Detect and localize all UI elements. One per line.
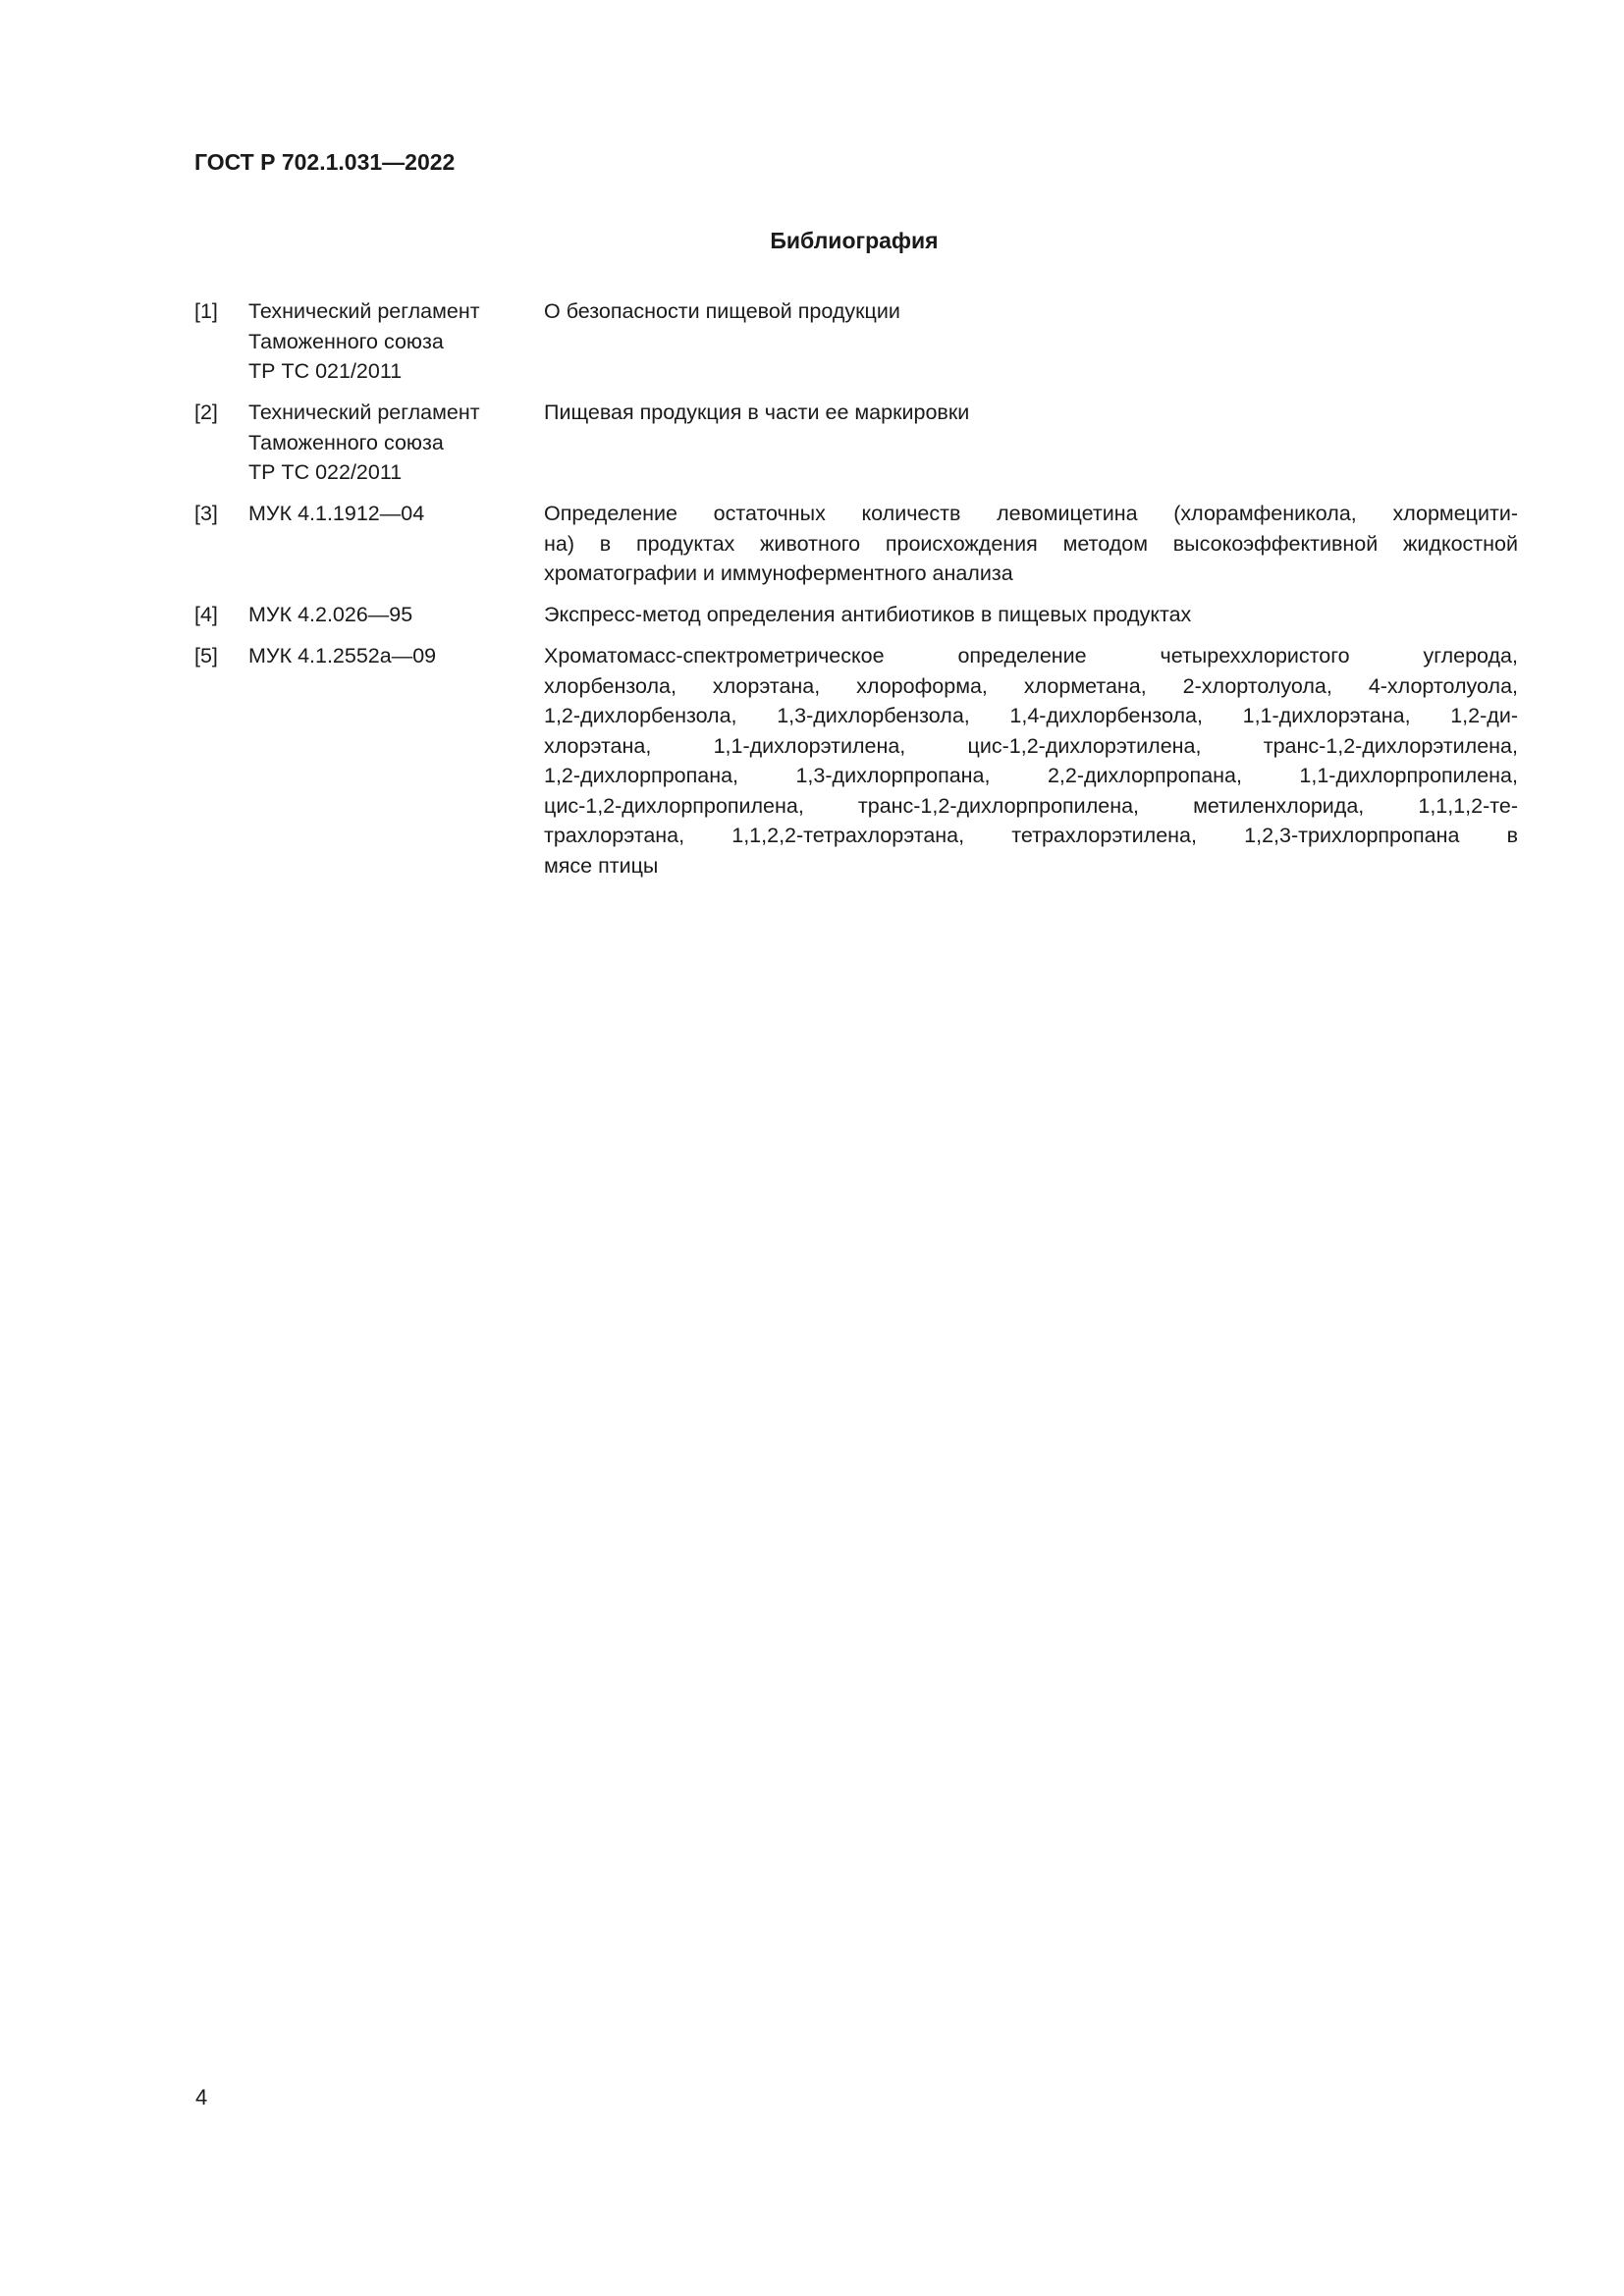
bibliography-entry <box>194 600 1518 630</box>
source-line: Технический регламент <box>248 400 480 424</box>
source-line: МУК 4.1.2552а—09 <box>248 644 437 667</box>
entry-source <box>248 641 544 881</box>
entry-source <box>248 296 544 387</box>
description-line: О безопасности пищевой продукции <box>544 299 900 323</box>
entry-description <box>544 600 1518 630</box>
description-line: Экспресс-метод определения антибиотиков в пищевых продуктах <box>544 603 1192 626</box>
entry-number: [4] <box>194 603 218 626</box>
description-line: Пищевая продукция в части ее маркировки <box>544 400 970 424</box>
entry-source <box>248 499 544 589</box>
description-line: 1,2-дихлорпропана, 1,3-дихлорпропана, 2,2-дихлорпропана, 1,1-дихлорпропилена, <box>544 764 1518 787</box>
entry-number: [2] <box>194 400 218 424</box>
entry-description <box>544 296 1518 387</box>
entry-number: [1] <box>194 299 218 323</box>
page-number: 4 <box>195 2085 208 2109</box>
entry-source <box>248 398 544 488</box>
bibliography-list <box>194 296 1518 892</box>
description-line: Хроматомасс-спектрометрическое определение четыреххлористого углерода, <box>544 644 1518 667</box>
entry-source <box>248 600 544 630</box>
description-line: хлорбензола, хлорэтана, хлороформа, хлорметана, 2-хлортолуола, 4-хлортолуола, <box>544 673 1518 698</box>
source-line: ТР ТС 022/2011 <box>248 460 403 484</box>
description-line: 1,2-дихлорбензола, 1,3-дихлорбензола, 1,4-дихлорбензола, 1,1-дихлорэтана, 1,2-ди- <box>544 704 1518 727</box>
section-title: Библиография <box>770 228 939 253</box>
bibliography-entry <box>194 641 1518 881</box>
description-line: мясе птицы <box>544 853 659 878</box>
description-line: трахлорэтана, 1,1,2,2-тетрахлорэтана, тетрахлорэтилена, 1,2,3-трихлорпропана в <box>544 824 1518 847</box>
description-line: на) в продуктах животного происхождения методом высокоэффективной жидкостной <box>544 531 1518 556</box>
entry-description <box>544 641 1518 881</box>
description-line: цис-1,2-дихлорпропилена, транс-1,2-дихлорпропилена, метиленхлорида, 1,1,1,2-те- <box>544 793 1518 818</box>
source-line: Таможенного союза <box>248 329 444 353</box>
source-line: Технический регламент <box>248 299 480 323</box>
bibliography-entry <box>194 296 1518 387</box>
description-line: хроматографии и иммуноферментного анализа <box>544 561 1013 585</box>
bibliography-entry <box>194 398 1518 488</box>
source-line: МУК 4.2.026—95 <box>248 603 413 626</box>
description-line: хлорэтана, 1,1-дихлорэтилена, цис-1,2-дихлорэтилена, транс-1,2-дихлорэтилена, <box>544 733 1518 758</box>
entry-description <box>544 499 1518 589</box>
source-line: Таможенного союза <box>248 430 444 454</box>
entry-description <box>544 398 1518 488</box>
source-line: МУК 4.1.1912—04 <box>248 502 425 525</box>
bibliography-entry <box>194 499 1518 589</box>
standard-designation: ГОСТ Р 702.1.031—2022 <box>194 149 456 175</box>
description-line: Определение остаточных количеств левомицетина (хлорамфеникола, хлормецити- <box>544 502 1518 525</box>
source-line: ТР ТС 021/2011 <box>248 359 403 383</box>
entry-number: [3] <box>194 502 218 525</box>
entry-number: [5] <box>194 644 218 667</box>
